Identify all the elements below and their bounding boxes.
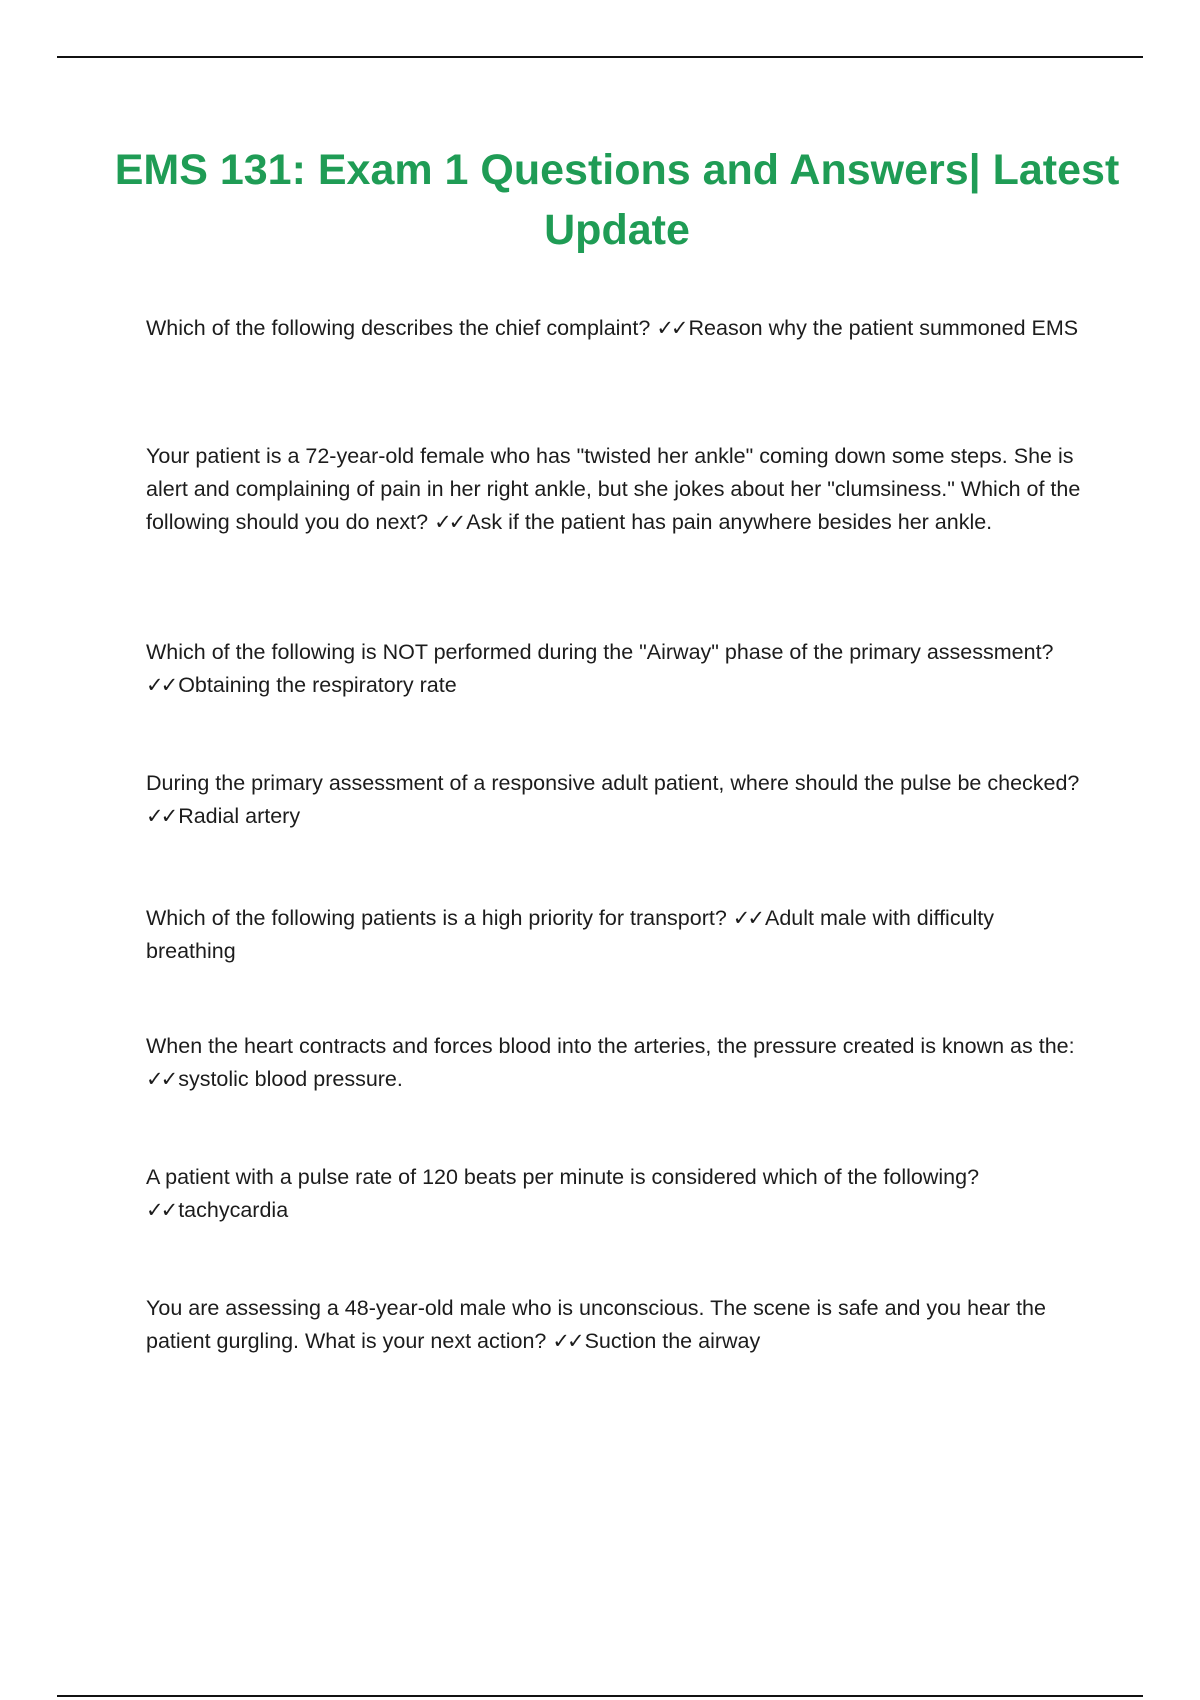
answer-text: Suction the airway — [584, 1329, 761, 1353]
answer-text: Adult male with difficulty breathing — [146, 906, 995, 963]
qa-item-4 — [146, 767, 1086, 833]
question-text: You are assessing a 48-year-old male who is unconscious. The scene is safe and you hear the patient gurgling. What is your next action? — [146, 1296, 1046, 1353]
document-title: EMS 131: Exam 1 Questions and Answers| Latest Update — [114, 146, 1120, 254]
double-check-icon: ✓✓ — [732, 906, 762, 930]
answer-text: Ask if the patient has pain anywhere besides her ankle. — [466, 510, 993, 534]
double-check-icon: ✓✓ — [552, 1329, 582, 1353]
answer-text: tachycardia — [178, 1198, 289, 1222]
question-text: During the primary assessment of a responsive adult patient, where should the pulse be checked? — [146, 771, 1080, 795]
answer-text: Obtaining the respiratory rate — [178, 673, 457, 697]
answer-text: Radial artery — [178, 804, 301, 828]
qa-item-3 — [146, 636, 1086, 702]
footer-rule — [57, 1695, 1143, 1697]
qa-item-1 — [146, 312, 1086, 345]
double-check-icon: ✓✓ — [146, 804, 176, 828]
double-check-icon: ✓✓ — [146, 673, 176, 697]
answer-text: Reason why the patient summoned EMS — [688, 316, 1079, 340]
question-text: Which of the following is NOT performed during the "Airway" phase of the primary assessment? — [146, 640, 1054, 664]
qa-item-8 — [146, 1292, 1086, 1358]
answer-text: systolic blood pressure. — [178, 1067, 403, 1091]
qa-item-7 — [146, 1161, 1086, 1227]
question-text: Which of the following describes the chief complaint? — [146, 316, 651, 340]
qa-item-2 — [146, 440, 1086, 539]
question-text: When the heart contracts and forces blood into the arteries, the pressure created is known as the: — [146, 1034, 1075, 1058]
question-text: Your patient is a 72-year-old female who has "twisted her ankle" coming down some steps. She is alert and complaining of pain in her right ankle, but she jokes about her "clumsiness." Which of the following should you do next? — [146, 444, 1081, 534]
question-text: A patient with a pulse rate of 120 beats per minute is considered which of the following? — [146, 1165, 980, 1189]
double-check-icon: ✓✓ — [146, 1067, 176, 1091]
double-check-icon: ✓✓ — [434, 510, 464, 534]
double-check-icon: ✓✓ — [656, 316, 686, 340]
qa-item-5 — [146, 902, 1086, 968]
question-text: Which of the following patients is a high priority for transport? — [146, 906, 727, 930]
header-rule — [57, 56, 1143, 58]
qa-item-6 — [146, 1030, 1086, 1096]
double-check-icon: ✓✓ — [146, 1198, 176, 1222]
